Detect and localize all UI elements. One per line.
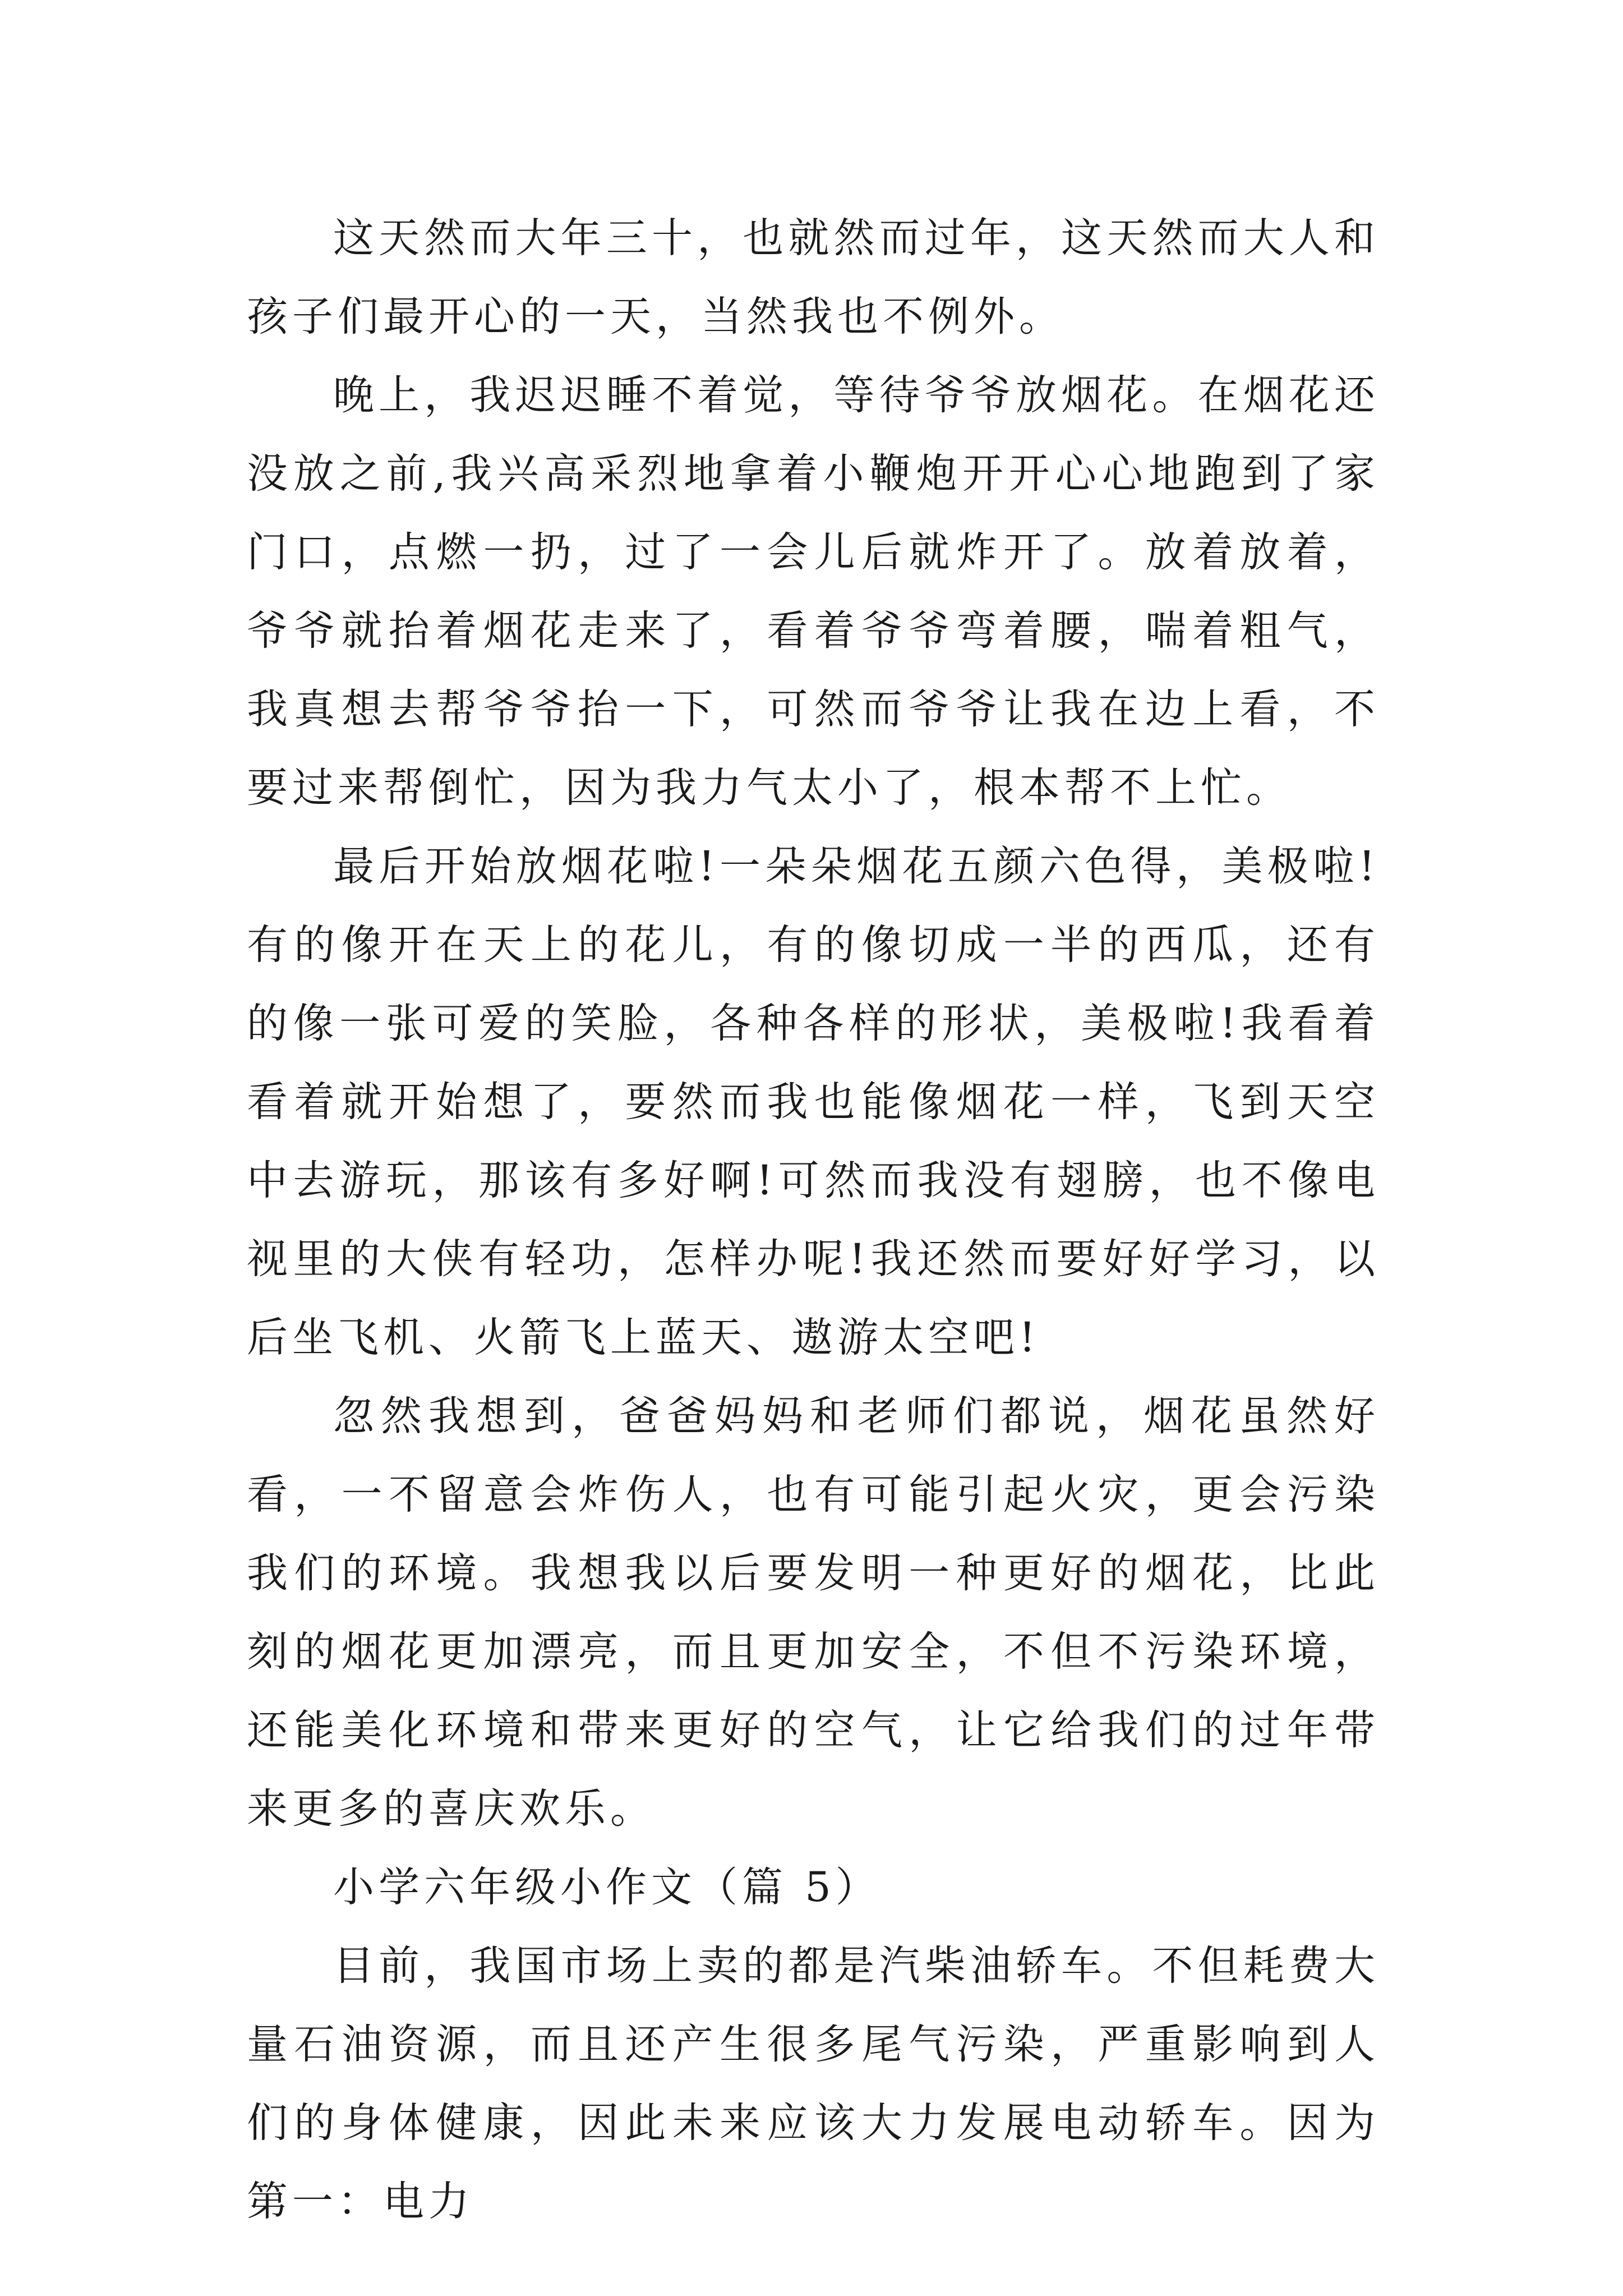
- document-body: [247, 199, 1380, 2241]
- paragraph-grandpa-fireworks: 晚上，我迟迟睡不着觉，等待爷爷放烟花。在烟花还没放之前,我兴高采烈地拿着小鞭炮开开心心地跑到了家门口，点燃一扔，过了一会儿后就炸开了。放着放着，爷爷就抬着烟花走来了，看着爷爷弯着腰，喘着粗气，我真想去帮爷爷抬一下，可然而爷爷让我在边上看，不要过来帮倒忙，因为我力气太小了，根本帮不上忙。: [247, 371, 1380, 812]
- paragraph-fireworks-safety: 忽然我想到，爸爸妈妈和老师们都说，烟花虽然好看，一不留意会炸伤人，也有可能引起火灾，更会污染我们的环境。我想我以后要发明一种更好的烟花，比此刻的烟花更加漂亮，而且更加安全，不但不污染环境，还能美化环境和带来更好的空气，让它给我们的过年带来更多的喜庆欢乐。: [247, 1392, 1380, 1833]
- paragraph-fireworks-display: 最后开始放烟花啦!一朵朵烟花五颜六色得，美极啦!有的像开在天上的花儿，有的像切成一半的西瓜，还有的像一张可爱的笑脸，各种各样的形状，美极啦!我看着看着就开始想了，要然而我也能像烟花一样，飞到天空中去游玩，那该有多好啊!可然而我没有翅膀，也不像电视里的大侠有轻功，怎样办呢!我还然而要好好学习，以后坐飞机、火箭飞上蓝天、遨游太空吧!: [247, 843, 1380, 1361]
- paragraph-new-year-eve: 这天然而大年三十，也就然而过年，这天然而大人和孩子们最开心的一天，当然我也不例外。: [247, 214, 1380, 341]
- section-heading: 小学六年级小作文（篇 5）: [333, 1864, 881, 1911]
- paragraph-electric-cars: 目前，我国市场上卖的都是汽柴油轿车。不但耗费大量石油资源，而且还产生很多尾气污染，严重影响到人们的身体健康，因此未来应该大力发展电动轿车。因为第一：电力: [247, 1942, 1380, 2225]
